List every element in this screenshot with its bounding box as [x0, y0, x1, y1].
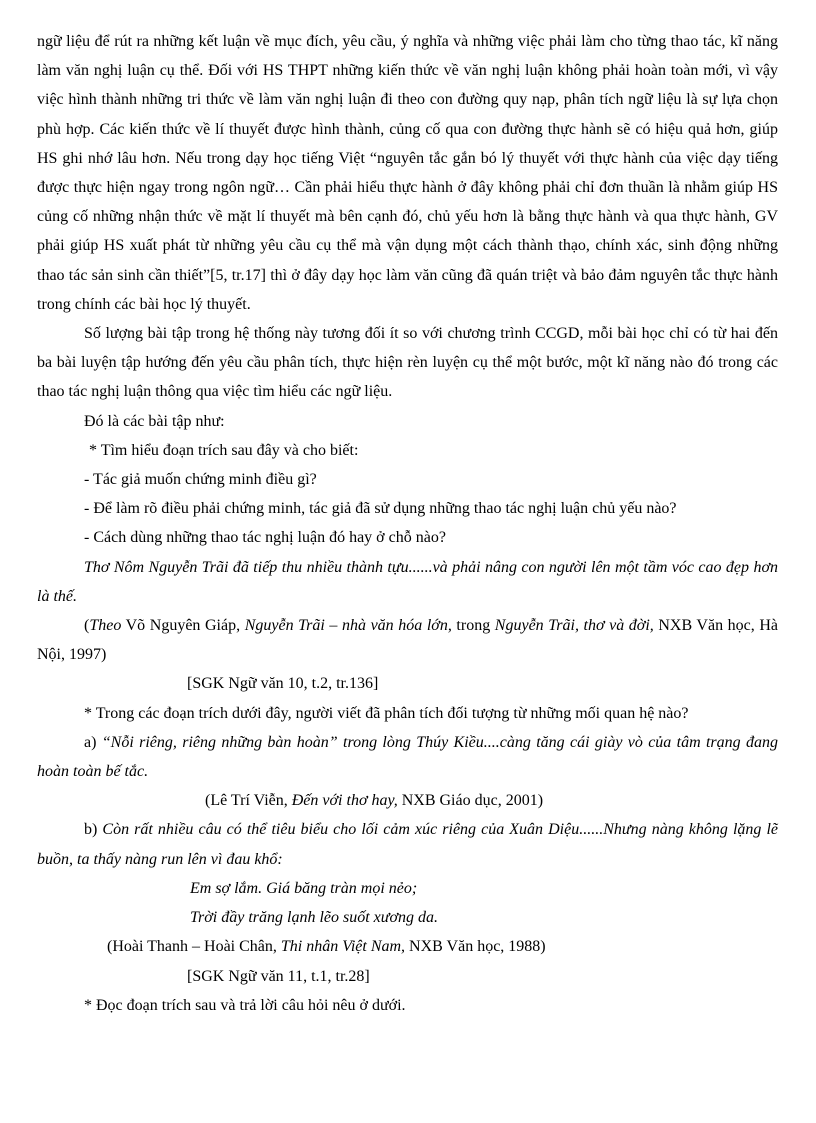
body-paragraph-1: ngữ liệu để rút ra những kết luận về mục đích, yêu cầu, ý nghĩa và những việc phải làm cho từng thao tác, kĩ năng làm văn nghị luận cụ thể. Đối với HS THPT những kiến thức về văn nghị luận không phải hoàn toàn mới, vì vậy việc hình thành những tri thức về làm văn nghị luận đi theo con đường quy nạp, phân tích ngữ liệu là sự lựa chọn phù hợp. Các kiến thức về lí thuyết được hình thành, củng cố qua con đường thực hành sẽ có hiệu quả hơn, giúp HS ghi nhớ lâu hơn. Nếu trong dạy học tiếng Việt “nguyên tắc gắn bó lý thuyết với thực hành của việc dạy tiếng được thực hiện ngay trong ngôn ngữ… Cần phải hiểu thực hành ở đây không phải chỉ đơn thuần là nhằm giúp HS củng cố những nhận thức về mặt lí thuyết mà bên cạnh đó, chủ yếu hơn là bằng thực hành và qua thực hành, GV phải giúp HS xuất phát từ những yêu cầu cụ thể mà vận dụng một cách thành thạo, chính xác, sinh động những thao tác sản sinh cần thiết”[5, tr.17] thì ở đây dạy học làm văn cũng đã quán triệt và bảo đảm nguyên tắc thực hành trong chính các bài học lý thuyết. — [37, 33, 778, 313]
poem-line-2-text: Trời đầy trăng lạnh lẽo suốt xương da. — [190, 909, 439, 927]
exercise-2-item-a-source — [37, 786, 778, 815]
exercise-2-sgk-reference: [SGK Ngữ văn 11, t.1, tr.28] — [187, 967, 370, 985]
document-page — [37, 27, 778, 1020]
exercise-1-excerpt — [37, 553, 778, 611]
exercise-intro: Đó là các bài tập như: — [84, 412, 225, 430]
source-author: (Lê Trí Viễn, — [205, 792, 292, 810]
exercise-1-citation — [37, 611, 778, 669]
exercise-2-item-b-source — [37, 932, 778, 961]
citation-open: ( — [84, 617, 90, 635]
citation-in: trong — [451, 617, 495, 635]
exercise-3-heading: * Đọc đoạn trích sau và trả lời câu hỏi nêu ở dưới. — [84, 996, 406, 1014]
item-a-label: a) — [84, 733, 102, 751]
exercise-1-heading: * Tìm hiểu đoạn trích sau đây và cho biết: — [89, 441, 359, 459]
source-rest: NXB Giáo dục, 2001) — [397, 792, 544, 810]
source-work: Thi nhân Việt Nam, — [280, 938, 406, 956]
citation-author: Võ Nguyên Giáp, — [121, 617, 245, 635]
exercise-1-question-1: - Tác giả muốn chứng minh điều gì? — [84, 471, 317, 489]
exercise-1-question-3: - Cách dùng những thao tác nghị luận đó hay ở chỗ nào? — [84, 529, 446, 547]
excerpt-text: Thơ Nôm Nguyễn Trãi đã tiếp thu nhiều thành tựu......và phải nâng con người lên một tầm vóc cao đẹp hơn là thế. — [37, 558, 778, 605]
poem-line-1 — [37, 874, 778, 903]
item-b-label: b) — [84, 821, 103, 839]
exercise-1-question-2: - Để làm rõ điều phải chứng minh, tác giả đã sử dụng những thao tác nghị luận chủ yếu nào? — [84, 500, 677, 518]
source-author: (Hoài Thanh – Hoài Chân, — [107, 938, 281, 956]
source-rest: NXB Văn học, 1988) — [405, 938, 546, 956]
exercise-2-heading: * Trong các đoạn trích dưới đây, người viết đã phân tích đối tượng từ những mối quan hệ nào? — [84, 704, 689, 722]
poem-line-1-text: Em sợ lắm. Giá băng tràn mọi nẻo; — [190, 879, 418, 897]
body-paragraph-2: Số lượng bài tập trong hệ thống này tương đối ít so với chương trình CCGD, mỗi bài học chỉ có từ hai đến ba bài luyện tập hướng đến yêu cầu phân tích, thực hiện rèn luyện cụ thể một bước, một kĩ năng nào đó trong các thao tác nghị luận thông qua việc tìm hiểu các ngữ liệu. — [37, 325, 778, 401]
citation-book: Nguyễn Trãi, thơ và đời, — [494, 617, 654, 635]
exercise-2-item-a — [37, 728, 778, 786]
exercise-2-item-b — [37, 815, 778, 873]
citation-theo: Theo — [89, 617, 122, 635]
poem-line-2 — [37, 903, 778, 932]
exercise-1-sgk-reference: [SGK Ngữ văn 10, t.2, tr.136] — [187, 675, 379, 693]
item-a-text: “Nỗi riêng, riêng những bàn hoàn” trong lòng Thúy Kiều....càng tăng cái giày vò của tâm trạng đang hoàn toàn bế tắc. — [37, 733, 778, 781]
citation-work: Nguyễn Trãi – nhà văn hóa lớn, — [244, 617, 452, 635]
citation-publisher: NXB Văn học, Hà Nội, 1997) — [37, 617, 779, 664]
source-work: Đến với thơ hay, — [291, 792, 398, 810]
item-b-text: Còn rất nhiều câu có thể tiêu biểu cho lối cảm xúc riêng của Xuân Diệu......Nhưng nàng không lặng lẽ buồn, ta thấy nàng run lên vì đau khổ: — [37, 821, 779, 868]
